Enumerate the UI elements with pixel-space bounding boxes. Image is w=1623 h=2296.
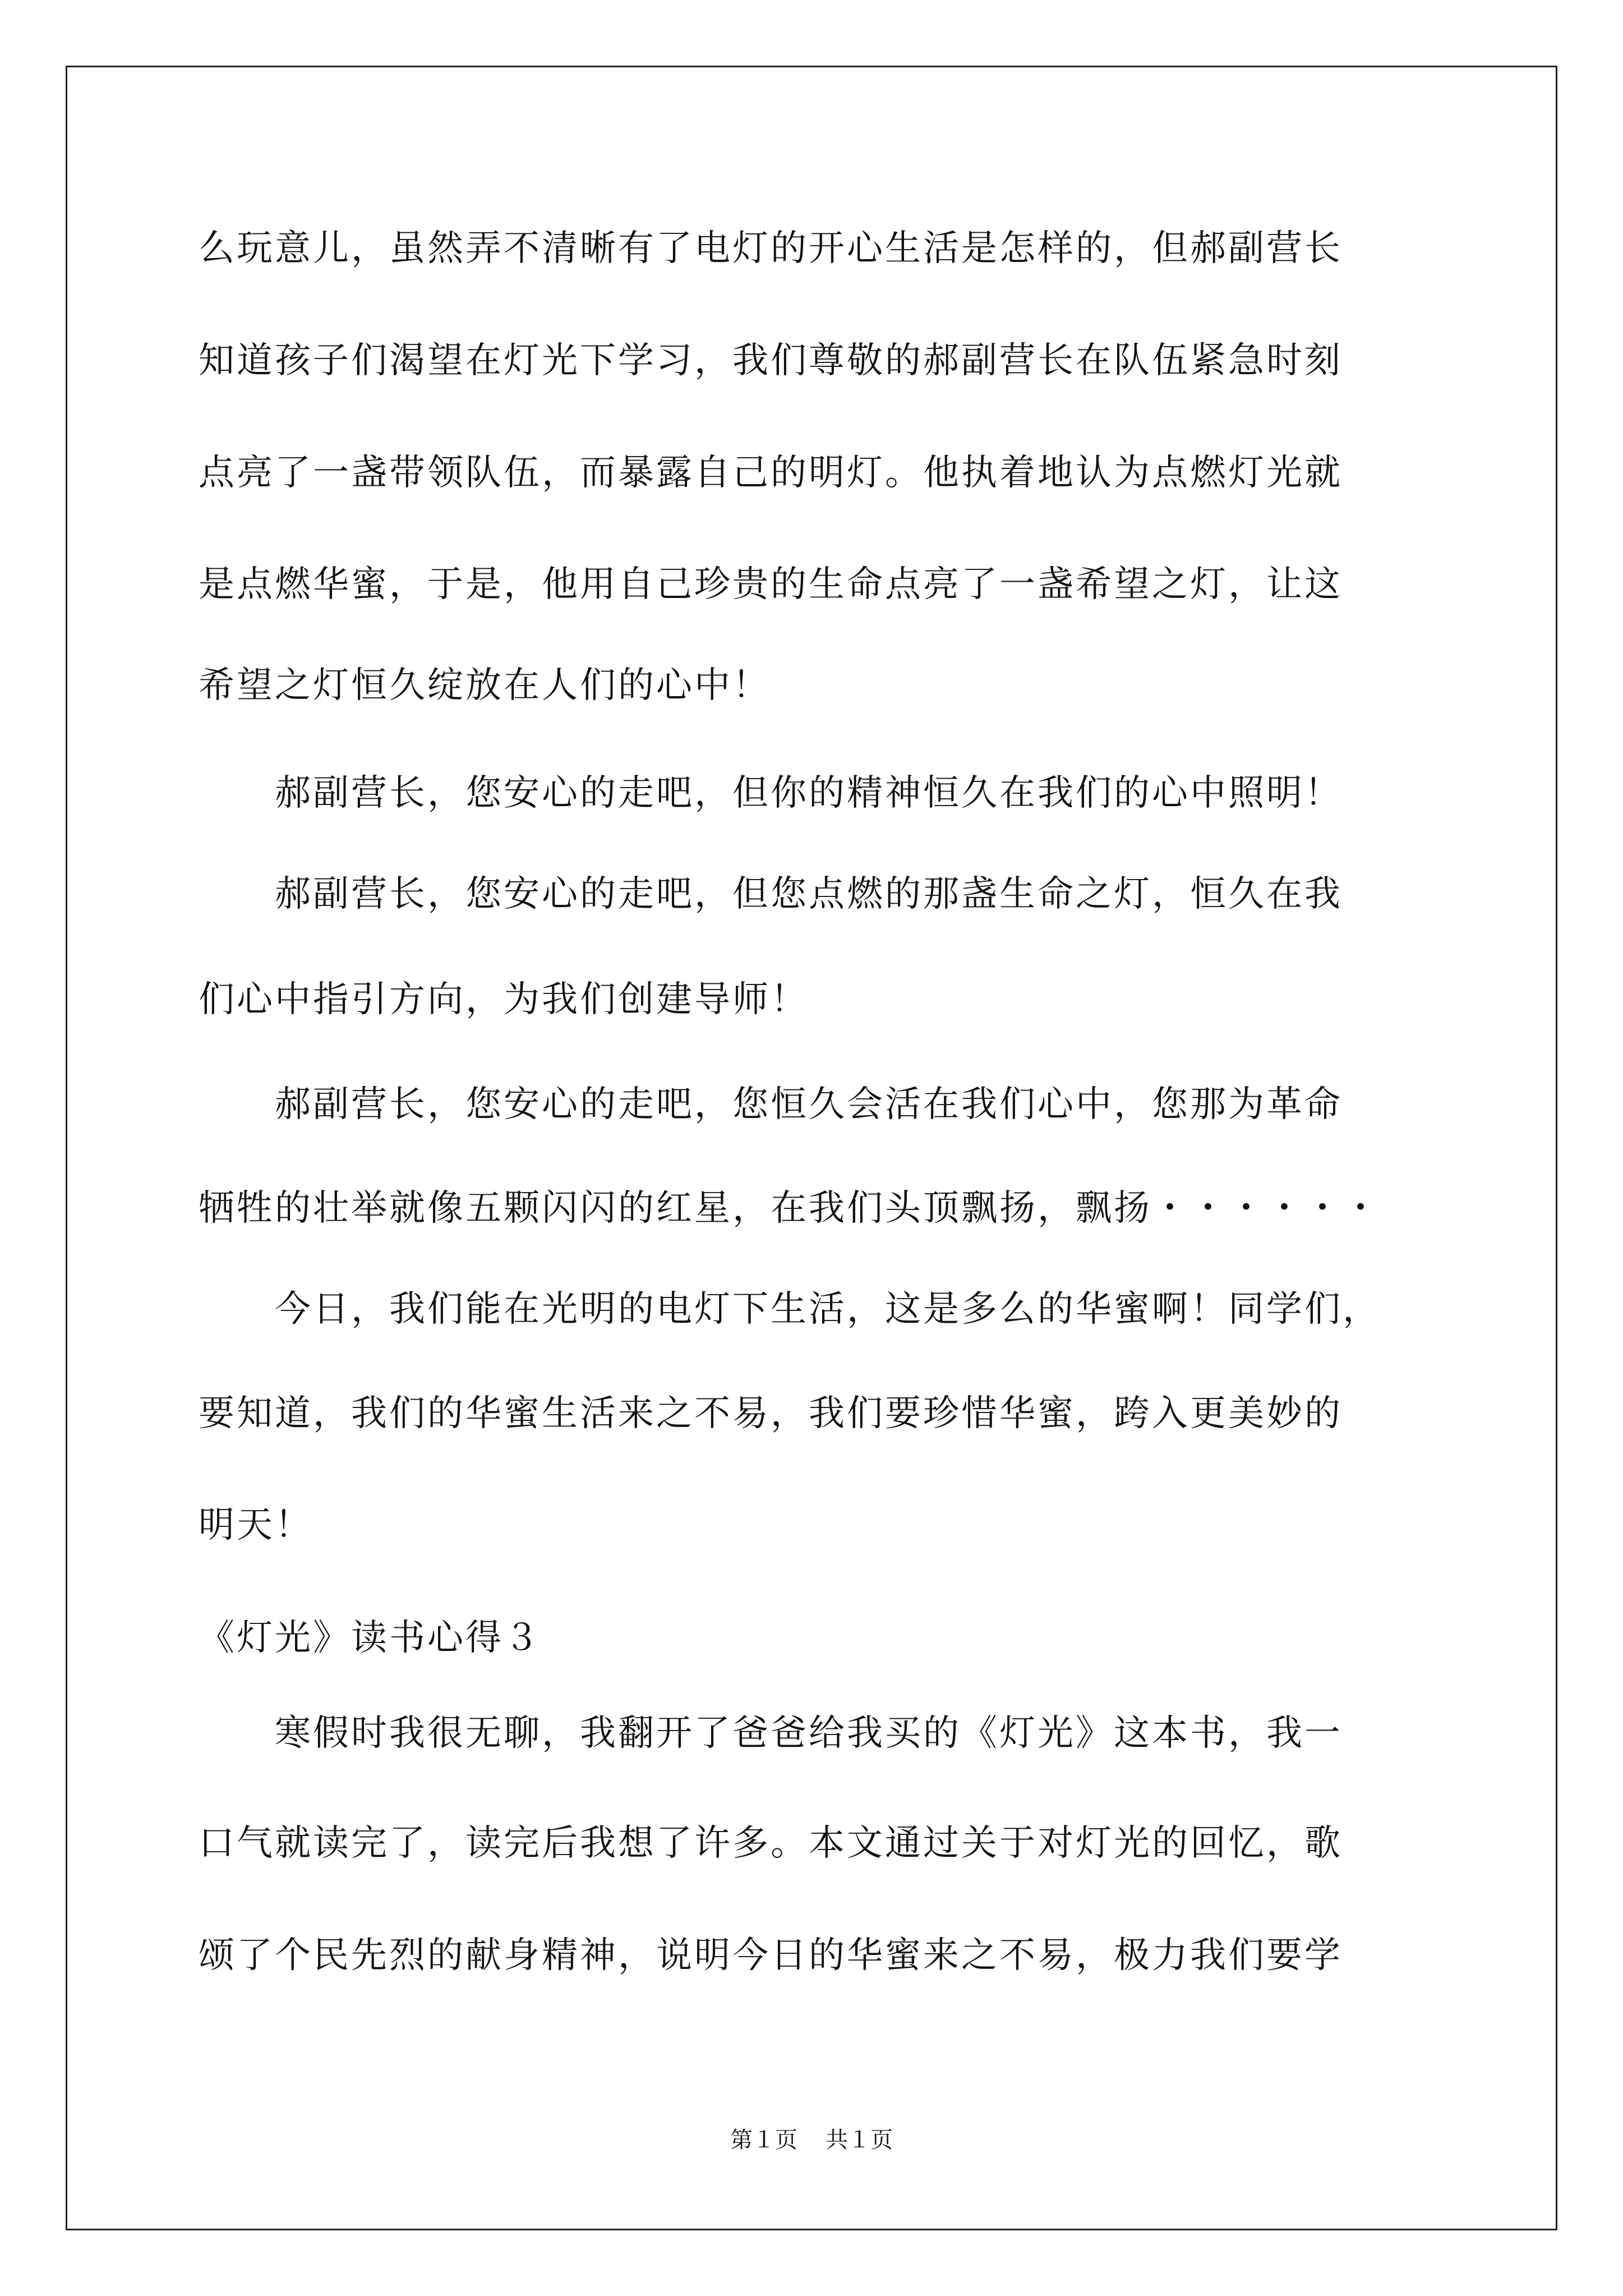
- text-line: 郝副营长，您安心的走吧，但你的精神恒久在我们的心中照明！: [199, 772, 1343, 814]
- text-line: 明天！: [199, 1504, 313, 1546]
- page-border: [66, 66, 1557, 2230]
- text-line: 口气就读完了，读完后我想了许多。本文通过关于对灯光的回忆，歌: [199, 1823, 1343, 1864]
- text-line: 郝副营长，您安心的走吧，但您点燃的那盏生命之灯，恒久在我: [199, 873, 1343, 915]
- text-line: 郝副营长，您安心的走吧，您恒久会活在我们心中，您那为革命: [199, 1084, 1343, 1125]
- text-line: 是点燃华蜜，于是，他用自己珍贵的生命点亮了一盏希望之灯，让这: [199, 564, 1343, 605]
- page-footer: [0, 2129, 1623, 2151]
- text-line: 们心中指引方向，为我们创建导师！: [199, 979, 809, 1020]
- text-line: 今日，我们能在光明的电灯下生活，这是多么的华蜜啊！同学们，: [199, 1289, 1381, 1330]
- text-line: 要知道，我们的华蜜生活来之不易，我们要珍惜华蜜，跨入更美妙的: [199, 1393, 1343, 1434]
- text-line: 寒假时我很无聊，我翻开了爸爸给我买的《灯光》这本书，我一: [199, 1713, 1343, 1754]
- page-number: 第１页: [730, 2127, 797, 2153]
- section-heading: 《灯光》读书心得３: [199, 1617, 542, 1659]
- page-total: 共１页: [826, 2127, 893, 2153]
- text-line: 牺牲的壮举就像五颗闪闪的红星，在我们头顶飘扬，飘扬・・・・・・: [199, 1188, 1381, 1229]
- text-line: 点亮了一盏带领队伍，而暴露自己的明灯。他执着地认为点燃灯光就: [199, 452, 1343, 494]
- text-line: 希望之灯恒久绽放在人们的心中！: [199, 665, 771, 706]
- text-line: 么玩意儿，虽然弄不清晰有了电灯的开心生活是怎样的，但郝副营长: [199, 228, 1343, 269]
- text-line: 颂了个民先烈的献身精神，说明今日的华蜜来之不易，极力我们要学: [199, 1935, 1343, 1976]
- text-line: 知道孩子们渴望在灯光下学习，我们尊敬的郝副营长在队伍紧急时刻: [199, 340, 1343, 381]
